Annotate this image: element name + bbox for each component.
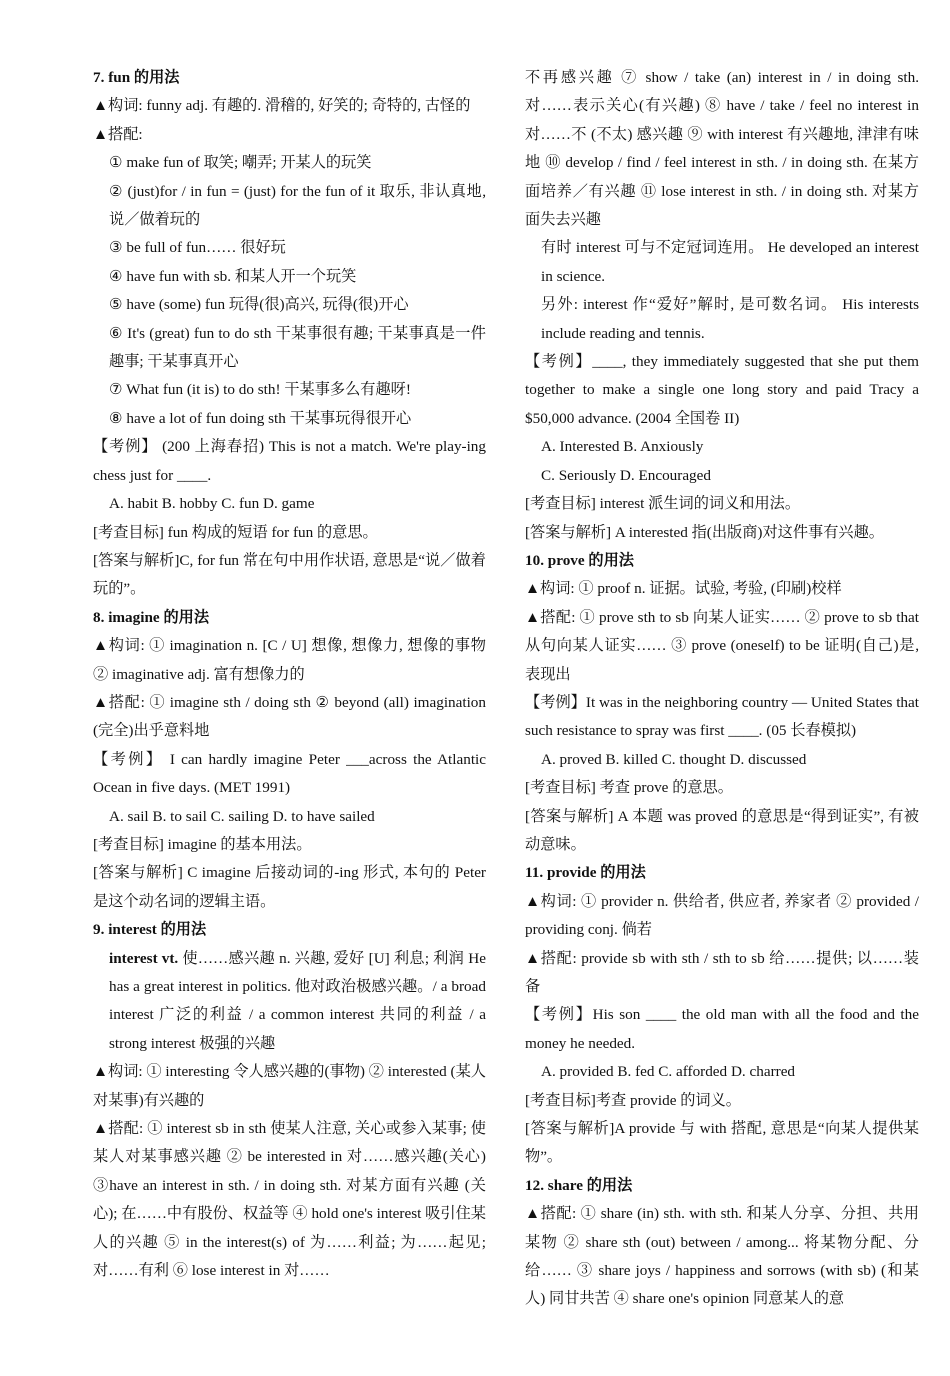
text-line: ⑦ What fun (it is) to do sth! 干某事多么有趣呀! (109, 381, 411, 399)
text-line: ③ be full of fun…… 很好玩 (109, 239, 286, 257)
text-line: [答案与解析] A interested 指(出版商)对这件事有兴趣。 (525, 523, 884, 541)
text-line: ② (just)for / in fun = (just) for the fun of it 取乐, 非认真地, 说／做着玩的 (109, 182, 486, 229)
text-line: ▲搭配: ① prove sth to sb 向某人证实…… ② prove to sb that 从句向某人证实…… ③ prove (oneself) to be 证明(自己)是, 表现出 (525, 608, 919, 683)
text-line: [考查目标] 考查 prove 的意思。 (525, 779, 733, 797)
section-heading: 9. interest 的用法 (93, 921, 207, 939)
text-line: ▲搭配: ① interest sb in sth 使某人注意, 关心或参入某事; 使某人对某事感兴趣 ② be interested in 对……感兴趣(关心) ③have an interest in sth. / in doing sth. 对某方面有兴趣 (关心); 在……中有股份、权益等 ④ hold one's interest 吸引住某人的兴趣 ⑤ in the interest(s) of 为……利益; 为……起见; 对……有利 ⑥ lose interest in 对…… (93, 1120, 486, 1280)
text-line: [答案与解析]A provide 与 with 搭配, 意思是“向某人提供某物”。 (525, 1120, 919, 1166)
text-line: A. habit B. hobby C. fun D. game (109, 495, 315, 513)
text-line: ▲构词: ① provider n. 供给者, 供应者, 养家者 ② provided / providing conj. 倘若 (525, 892, 919, 939)
text-line: 【考例】 I can hardly imagine Peter ___across the Atlantic Ocean in five days. (MET 1991) (93, 750, 486, 797)
text-line: A. proved B. killed C. thought D. discussed (541, 750, 807, 768)
text-line: [答案与解析] C imagine 后接动词的-ing 形式, 本句的 Peter 是这个动名词的逻辑主语。 (93, 864, 486, 910)
text-line: 【考例】 (200 上海春招) This is not a match. We're play-ing chess just for ____. (93, 438, 486, 484)
text-line: [答案与解析]C, for fun 常在句中用作状语, 意思是“说／做着玩的”。 (93, 551, 486, 598)
text-line: ▲构词: ① proof n. 证据。试验, 考验, (印刷)校样 (525, 580, 842, 598)
text-line: A. Interested B. Anxiously (541, 438, 704, 456)
text-line: ▲搭配: provide sb with sth / sth to sb 给……提供; 以……装备 (525, 949, 919, 995)
section-heading: 12. share 的用法 (525, 1176, 633, 1194)
text-line: A. sail B. to sail C. sailing D. to have sailed (109, 807, 375, 825)
text-line: ① make fun of 取笑; 嘲弄; 开某人的玩笑 (109, 154, 372, 172)
text-line: 另外: interest 作“爱好”解时, 是可数名词。 His interests include reading and tennis. (541, 296, 919, 342)
text-line: 【考例】____, they immediately suggested that she put them together to make a single one long story and paid Tracy a $50,000 advance. (2004 全国卷 II) (525, 353, 919, 427)
text-line: [考查目标] fun 构成的短语 for fun 的意思。 (93, 523, 378, 541)
text-line: ⑧ have a lot of fun doing sth 干某事玩得很开心 (109, 409, 412, 427)
text-line: 【考例】It was in the neighboring country — United States that such resistance to spray was first ____. (05 长春模拟) (525, 693, 919, 740)
right-column (525, 64, 919, 1314)
text-line: ▲构词: funny adj. 有趣的. 滑稽的, 好笑的; 奇特的, 古怪的 (93, 97, 471, 115)
text-line: [答案与解析] A 本题 was proved 的意思是“得到证实”, 有被动意味。 (525, 807, 919, 853)
section-heading: 7. fun 的用法 (93, 69, 180, 86)
left-column (93, 64, 486, 1285)
text-line: interest vt. 使……感兴趣 n. 兴趣, 爱好 [U] 利息; 利润 He has a great interest in politics. 他对政治极感兴趣。/ a broad interest 广泛的利益 / a common interest 共同的利益 / a strong interest 极强的兴趣 (109, 949, 486, 1052)
text-line: ▲构词: ① imagination n. [C / U] 想像, 想像力, 想像的事物 ② imaginative adj. 富有想像力的 (93, 637, 486, 683)
text-line: 有时 interest 可与不定冠词连用。 He developed an interest in science. (541, 239, 919, 285)
text-line: ▲搭配: (93, 125, 143, 143)
section-heading: 10. prove 的用法 (525, 551, 634, 569)
text-line: ⑤ have (some) fun 玩得(很)高兴, 玩得(很)开心 (109, 296, 409, 314)
text-line: ④ have fun with sb. 和某人开一个玩笑 (109, 267, 357, 285)
text-line: ▲构词: ① interesting 令人感兴趣的(事物) ② interested (某人对某事)有兴趣的 (93, 1063, 486, 1109)
text-line: A. provided B. fed C. afforded D. charred (541, 1063, 796, 1081)
section-heading: 8. imagine 的用法 (93, 608, 210, 626)
text-line: C. Seriously D. Encouraged (541, 466, 711, 484)
text-line: 【考例】His son ____ the old man with all the food and the money he needed. (525, 1006, 919, 1052)
section-heading: 11. provide 的用法 (525, 864, 646, 882)
text-line: ▲搭配: ① imagine sth / doing sth ② beyond (all) imagination (完全)出乎意料地 (93, 693, 486, 740)
text-line: [考查目标]考查 provide 的词义。 (525, 1091, 741, 1109)
text-line: ⑥ It's (great) fun to do sth 干某事很有趣; 干某事真是一件趣事; 干某事真开心 (109, 324, 486, 371)
text-line: [考查目标] imagine 的基本用法。 (93, 835, 312, 853)
text-line: ▲搭配: ① share (in) sth. with sth. 和某人分享、分担、共用某物 ② share sth (out) between / among... 将某物分配、分给…… ③ share joys / happiness and sorrows (with sb) (和某人) 同甘共苦 ④ share one's opinion 同意某人的意 (525, 1205, 919, 1308)
text-line: 不再感兴趣 ⑦ show / take (an) interest in / in doing sth. 对……表示关心(有兴趣) ⑧ have / take / feel no interest in 对……不 (不太) 感兴趣 ⑨ with interest 有兴趣地, 津津有味地 ⑩ develop / find / feel interest in sth. / in doing sth. 在某方面培养／有兴趣 ⑪ lose interest in sth. / in doing sth. 对某方面失去兴趣 (525, 69, 919, 229)
term-lead: interest vt. (109, 949, 179, 967)
text-line: [考查目标] interest 派生词的词义和用法。 (525, 495, 801, 513)
